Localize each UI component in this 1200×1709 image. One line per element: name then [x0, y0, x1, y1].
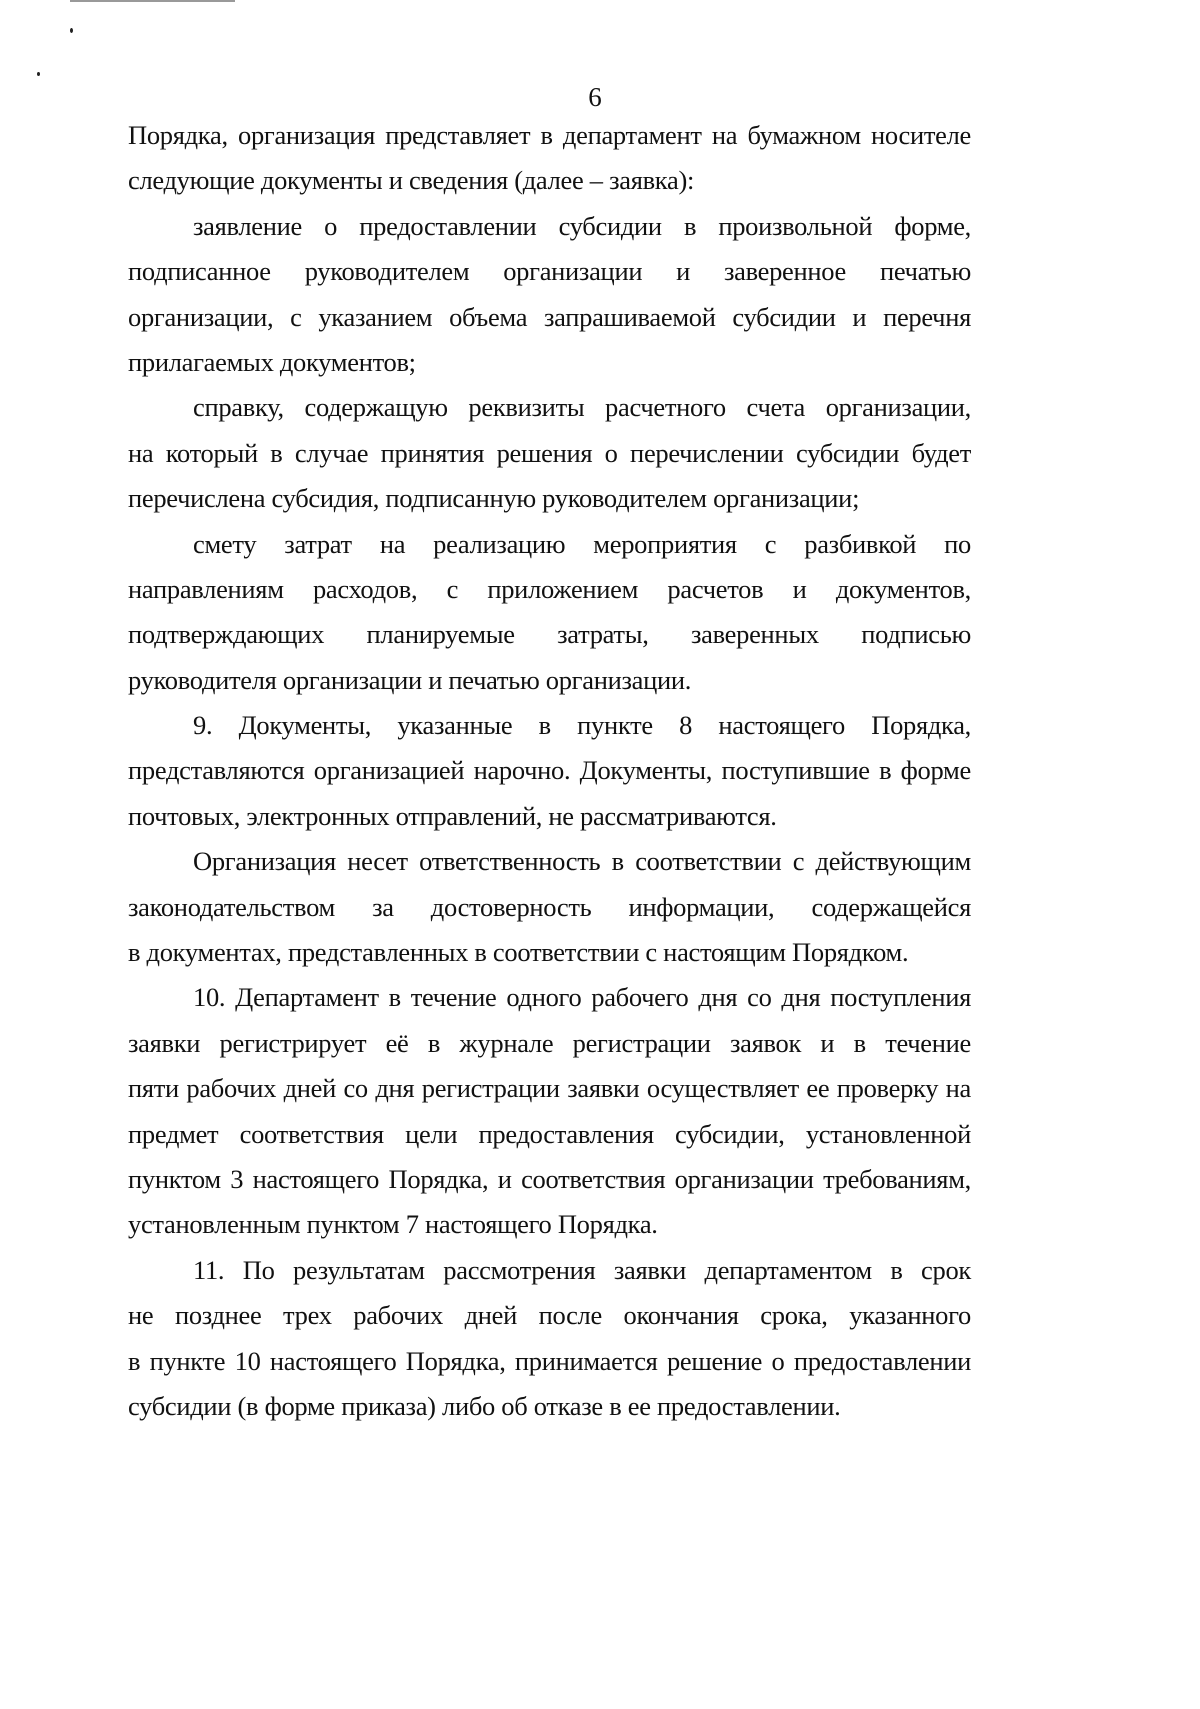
- text-line: перечислена субсидия, подписанную руководителем организации;: [128, 483, 860, 514]
- text-line: справку, содержащую реквизиты расчетного счета организации,: [193, 392, 971, 423]
- text-line: заявки регистрирует её в журнале регистрации заявок и в течение: [128, 1027, 971, 1058]
- scan-edge-rule: [70, 0, 235, 2]
- paragraph: [128, 703, 971, 839]
- paragraph: [128, 975, 971, 1247]
- scan-speck: [70, 28, 73, 33]
- text-line: субсидии (в форме приказа) либо об отказе в ее предоставлении.: [128, 1390, 841, 1421]
- text-line: законодательством за достоверность информации, содержащейся: [128, 891, 971, 922]
- document-body: [128, 113, 971, 1429]
- page-number: 6: [588, 82, 602, 112]
- scan-speck: [37, 72, 40, 76]
- paragraph: [128, 1248, 971, 1430]
- text-line: 10. Департамент в течение одного рабочего дня со дня поступления: [193, 982, 971, 1013]
- text-line: прилагаемых документов;: [128, 346, 416, 377]
- text-line: установленным пунктом 7 настоящего Порядка.: [128, 1209, 658, 1240]
- paragraph: [128, 385, 971, 521]
- text-line: пяти рабочих дней со дня регистрации заявки осуществляет ее проверку на: [128, 1073, 971, 1104]
- paragraph: [128, 113, 971, 204]
- text-line: на который в случае принятия решения о перечислении субсидии будет: [128, 437, 971, 468]
- paragraph: [128, 204, 971, 386]
- text-line: организации, с указанием объема запрашиваемой субсидии и перечня: [128, 301, 971, 332]
- text-line: смету затрат на реализацию мероприятия с разбивкой по: [193, 528, 971, 559]
- text-line: Порядка, организация представляет в департамент на бумажном носителе: [128, 120, 971, 150]
- paragraph: [128, 839, 971, 975]
- text-line: подтверждающих планируемые затраты, заверенных подписью: [128, 619, 971, 650]
- text-line: 9. Документы, указанные в пункте 8 настоящего Порядка,: [193, 710, 971, 741]
- text-line: пунктом 3 настоящего Порядка, и соответствия организации требованиям,: [128, 1163, 971, 1194]
- text-line: не позднее трех рабочих дней после окончания срока, указанного: [128, 1300, 971, 1331]
- text-line: представляются организацией нарочно. Документы, поступившие в форме: [128, 755, 971, 786]
- text-line: предмет соответствия цели предоставления субсидии, установленной: [128, 1118, 971, 1149]
- text-line: руководителя организации и печатью организации.: [128, 664, 692, 695]
- text-line: в документах, представленных в соответствии с настоящим Порядком.: [128, 937, 909, 968]
- text-line: 11. По результатам рассмотрения заявки департаментом в срок: [193, 1254, 971, 1285]
- text-line: следующие документы и сведения (далее – заявка):: [128, 165, 695, 196]
- text-line: почтовых, электронных отправлений, не рассматриваются.: [128, 800, 777, 831]
- text-line: Организация несет ответственность в соответствии с действующим: [193, 846, 971, 877]
- text-line: в пункте 10 настоящего Порядка, принимается решение о предоставлении: [128, 1345, 971, 1376]
- paragraph: [128, 522, 971, 704]
- text-line: заявление о предоставлении субсидии в произвольной форме,: [193, 210, 971, 241]
- text-line: подписанное руководителем организации и заверенное печатью: [128, 256, 971, 287]
- text-line: направлениям расходов, с приложением расчетов и документов,: [128, 573, 971, 604]
